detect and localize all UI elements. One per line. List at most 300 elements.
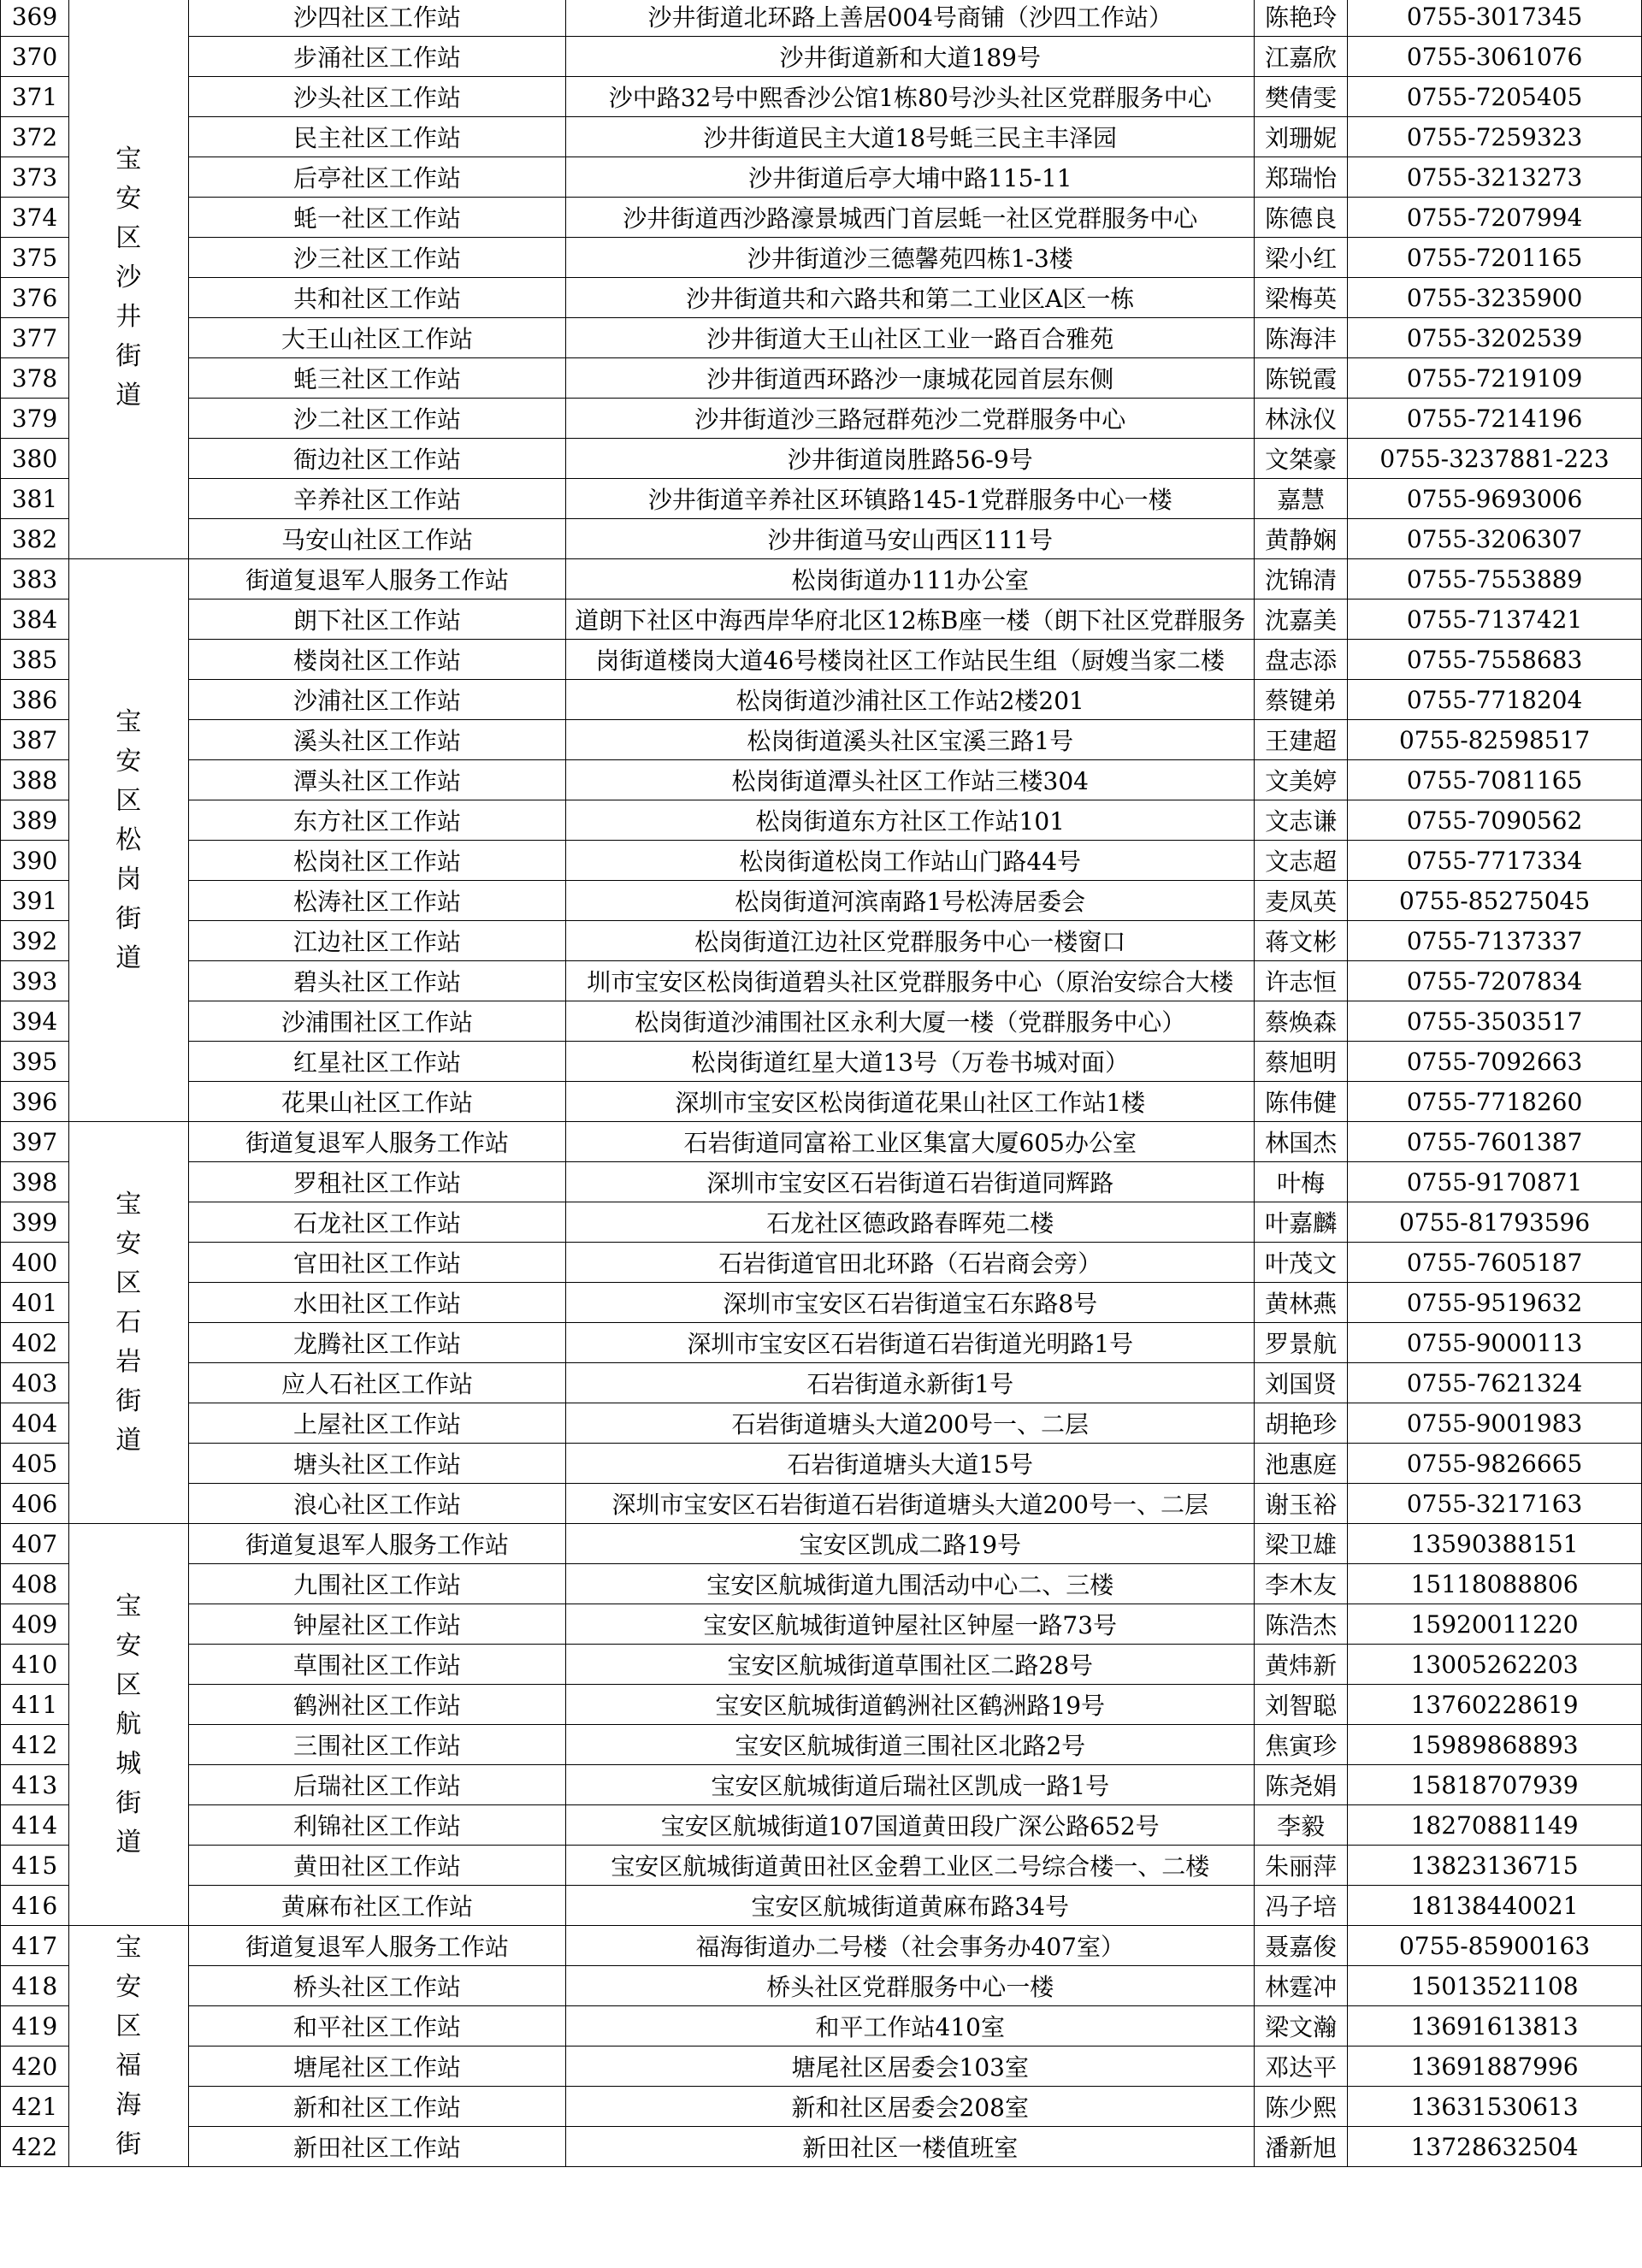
table-row <box>1 1524 1642 1564</box>
contact-person-cell: 陈艳玲 <box>1255 0 1348 37</box>
contact-person-cell: 聂嘉俊 <box>1255 1926 1348 1966</box>
table-row <box>1 318 1642 358</box>
row-number-cell: 388 <box>1 760 69 800</box>
phone-cell: 13005262203 <box>1348 1645 1642 1685</box>
contact-person-cell: 黄静娴 <box>1255 519 1348 559</box>
table-row <box>1 1604 1642 1645</box>
address-cell: 松岗街道河滨南路1号松涛居委会 <box>566 881 1255 921</box>
station-name-cell: 九围社区工作站 <box>188 1564 566 1604</box>
address-cell: 石岩街道官田北环路（石岩商会旁） <box>566 1243 1255 1283</box>
row-number-cell: 376 <box>1 278 69 318</box>
station-name-cell: 罗租社区工作站 <box>188 1162 566 1202</box>
phone-cell: 15118088806 <box>1348 1564 1642 1604</box>
row-number-cell: 400 <box>1 1243 69 1283</box>
contact-person-cell: 刘珊妮 <box>1255 117 1348 157</box>
address-cell: 宝安区航城街道三围社区北路2号 <box>566 1725 1255 1765</box>
address-cell: 桥头社区党群服务中心一楼 <box>566 1966 1255 2006</box>
row-number-cell: 394 <box>1 1001 69 1042</box>
table-row <box>1 1042 1642 1082</box>
row-number-cell: 378 <box>1 358 69 399</box>
phone-cell: 0755-7553889 <box>1348 559 1642 599</box>
row-number-cell: 383 <box>1 559 69 599</box>
table-row <box>1 599 1642 640</box>
row-number-cell: 398 <box>1 1162 69 1202</box>
station-name-cell: 利锦社区工作站 <box>188 1805 566 1846</box>
row-number-cell: 396 <box>1 1082 69 1122</box>
district-cell <box>68 1926 188 2167</box>
phone-cell: 0755-7092663 <box>1348 1042 1642 1082</box>
table-row <box>1 157 1642 198</box>
row-number-cell: 409 <box>1 1604 69 1645</box>
phone-cell: 0755-7718204 <box>1348 680 1642 720</box>
row-number-cell: 371 <box>1 77 69 117</box>
address-cell: 石龙社区德政路春晖苑二楼 <box>566 1202 1255 1243</box>
contact-person-cell: 许志恒 <box>1255 961 1348 1001</box>
phone-cell: 0755-7621324 <box>1348 1363 1642 1403</box>
address-cell: 宝安区航城街道鹤洲社区鹤洲路19号 <box>566 1685 1255 1725</box>
table-row <box>1 198 1642 238</box>
address-cell: 松岗街道沙浦社区工作站2楼201 <box>566 680 1255 720</box>
contact-person-cell: 梁梅英 <box>1255 278 1348 318</box>
phone-cell: 0755-9000113 <box>1348 1323 1642 1363</box>
row-number-cell: 369 <box>1 0 69 37</box>
station-name-cell: 楼岗社区工作站 <box>188 640 566 680</box>
address-cell: 和平工作站410室 <box>566 2006 1255 2047</box>
table-row <box>1 1765 1642 1805</box>
table-row <box>1 479 1642 519</box>
station-name-cell: 沙三社区工作站 <box>188 238 566 278</box>
row-number-cell: 380 <box>1 439 69 479</box>
table-row <box>1 1645 1642 1685</box>
row-number-cell: 408 <box>1 1564 69 1604</box>
station-name-cell: 蚝一社区工作站 <box>188 198 566 238</box>
row-number-cell: 401 <box>1 1283 69 1323</box>
table-row <box>1 399 1642 439</box>
address-cell: 深圳市宝安区石岩街道石岩街道同辉路 <box>566 1162 1255 1202</box>
phone-cell: 13590388151 <box>1348 1524 1642 1564</box>
station-name-cell: 江边社区工作站 <box>188 921 566 961</box>
contact-person-cell: 陈浩杰 <box>1255 1604 1348 1645</box>
table-row <box>1 238 1642 278</box>
district-cell <box>68 559 188 1122</box>
table-row <box>1 1323 1642 1363</box>
phone-cell: 0755-7081165 <box>1348 760 1642 800</box>
address-cell: 石岩街道永新街1号 <box>566 1363 1255 1403</box>
table-row <box>1 1805 1642 1846</box>
station-name-cell: 步涌社区工作站 <box>188 37 566 77</box>
table-body <box>1 0 1642 2167</box>
station-name-cell: 松岗社区工作站 <box>188 841 566 881</box>
address-cell: 宝安区航城街道钟屋社区钟屋一路73号 <box>566 1604 1255 1645</box>
table-row <box>1 1403 1642 1444</box>
station-name-cell: 街道复退军人服务工作站 <box>188 559 566 599</box>
district-label: 宝安区福海街 <box>115 1932 142 2159</box>
phone-cell: 0755-7205405 <box>1348 77 1642 117</box>
contact-person-cell: 刘智聪 <box>1255 1685 1348 1725</box>
phone-cell: 0755-3217163 <box>1348 1484 1642 1524</box>
phone-cell: 0755-7558683 <box>1348 640 1642 680</box>
contact-person-cell: 林国杰 <box>1255 1122 1348 1162</box>
contact-person-cell: 沈锦清 <box>1255 559 1348 599</box>
address-cell: 沙井街道共和六路共和第二工业区A区一栋 <box>566 278 1255 318</box>
phone-cell: 0755-9170871 <box>1348 1162 1642 1202</box>
row-number-cell: 377 <box>1 318 69 358</box>
address-cell: 沙井街道沙三德馨苑四栋1-3楼 <box>566 238 1255 278</box>
address-cell: 岗街道楼岗大道46号楼岗社区工作站民生组（厨嫂当家二楼 <box>566 640 1255 680</box>
row-number-cell: 385 <box>1 640 69 680</box>
table-row <box>1 1846 1642 1886</box>
address-cell: 沙井街道民主大道18号蚝三民主丰泽园 <box>566 117 1255 157</box>
station-name-cell: 街道复退军人服务工作站 <box>188 1122 566 1162</box>
address-cell: 石岩街道同富裕工业区集富大厦605办公室 <box>566 1122 1255 1162</box>
station-name-cell: 大王山社区工作站 <box>188 318 566 358</box>
phone-cell: 0755-3235900 <box>1348 278 1642 318</box>
table-row <box>1 1202 1642 1243</box>
phone-cell: 0755-7207994 <box>1348 198 1642 238</box>
table-row <box>1 1363 1642 1403</box>
table-row <box>1 1685 1642 1725</box>
row-number-cell: 418 <box>1 1966 69 2006</box>
table-row <box>1 519 1642 559</box>
row-number-cell: 421 <box>1 2087 69 2127</box>
contact-person-cell: 郑瑞怡 <box>1255 157 1348 198</box>
district-cell <box>68 1122 188 1524</box>
contact-person-cell: 林泳仪 <box>1255 399 1348 439</box>
station-name-cell: 沙头社区工作站 <box>188 77 566 117</box>
station-name-cell: 衙边社区工作站 <box>188 439 566 479</box>
address-cell: 深圳市宝安区石岩街道石岩街道塘头大道200号一、二层 <box>566 1484 1255 1524</box>
table-row <box>1 1966 1642 2006</box>
address-cell: 沙井街道马安山西区111号 <box>566 519 1255 559</box>
station-name-cell: 碧头社区工作站 <box>188 961 566 1001</box>
address-cell: 石岩街道塘头大道200号一、二层 <box>566 1403 1255 1444</box>
station-name-cell: 朗下社区工作站 <box>188 599 566 640</box>
table-row <box>1 1283 1642 1323</box>
contact-person-cell: 文美婷 <box>1255 760 1348 800</box>
station-name-cell: 和平社区工作站 <box>188 2006 566 2047</box>
row-number-cell: 405 <box>1 1444 69 1484</box>
phone-cell: 15013521108 <box>1348 1966 1642 2006</box>
row-number-cell: 391 <box>1 881 69 921</box>
row-number-cell: 415 <box>1 1846 69 1886</box>
row-number-cell: 375 <box>1 238 69 278</box>
contact-person-cell: 林霆冲 <box>1255 1966 1348 2006</box>
row-number-cell: 399 <box>1 1202 69 1243</box>
phone-cell: 0755-9519632 <box>1348 1283 1642 1323</box>
station-name-cell: 潭头社区工作站 <box>188 760 566 800</box>
row-number-cell: 417 <box>1 1926 69 1966</box>
contact-person-cell: 沈嘉美 <box>1255 599 1348 640</box>
table-row <box>1 1122 1642 1162</box>
phone-cell: 0755-82598517 <box>1348 720 1642 760</box>
station-name-cell: 新和社区工作站 <box>188 2087 566 2127</box>
address-cell: 沙井街道大王山社区工业一路百合雅苑 <box>566 318 1255 358</box>
address-cell: 宝安区航城街道草围社区二路28号 <box>566 1645 1255 1685</box>
contact-person-cell: 蔡键弟 <box>1255 680 1348 720</box>
address-cell: 沙井街道西环路沙一康城花园首层东侧 <box>566 358 1255 399</box>
district-label: 宝安区石岩街道 <box>115 1189 142 1456</box>
row-number-cell: 406 <box>1 1484 69 1524</box>
station-name-cell: 马安山社区工作站 <box>188 519 566 559</box>
row-number-cell: 381 <box>1 479 69 519</box>
table-row <box>1 559 1642 599</box>
address-cell: 沙中路32号中熙香沙公馆1栋80号沙头社区党群服务中心 <box>566 77 1255 117</box>
station-name-cell: 新田社区工作站 <box>188 2127 566 2167</box>
contact-person-cell: 黄林燕 <box>1255 1283 1348 1323</box>
contact-person-cell: 陈锐霞 <box>1255 358 1348 399</box>
station-name-cell: 水田社区工作站 <box>188 1283 566 1323</box>
row-number-cell: 404 <box>1 1403 69 1444</box>
table-row <box>1 2006 1642 2047</box>
contact-person-cell: 冯子培 <box>1255 1886 1348 1926</box>
station-name-cell: 鹤洲社区工作站 <box>188 1685 566 1725</box>
station-name-cell: 后瑞社区工作站 <box>188 1765 566 1805</box>
row-number-cell: 407 <box>1 1524 69 1564</box>
district-cell <box>68 0 188 559</box>
contact-person-cell: 叶嘉麟 <box>1255 1202 1348 1243</box>
phone-cell: 0755-7137421 <box>1348 599 1642 640</box>
address-cell: 沙井街道岗胜路56-9号 <box>566 439 1255 479</box>
address-cell: 新田社区一楼值班室 <box>566 2127 1255 2167</box>
phone-cell: 13823136715 <box>1348 1846 1642 1886</box>
address-cell: 沙井街道辛养社区环镇路145-1党群服务中心一楼 <box>566 479 1255 519</box>
phone-cell: 15989868893 <box>1348 1725 1642 1765</box>
address-cell: 福海街道办二号楼（社会事务办407室） <box>566 1926 1255 1966</box>
station-name-cell: 上屋社区工作站 <box>188 1403 566 1444</box>
row-number-cell: 386 <box>1 680 69 720</box>
contact-person-cell: 蔡旭明 <box>1255 1042 1348 1082</box>
contact-person-cell: 陈尧娟 <box>1255 1765 1348 1805</box>
row-number-cell: 373 <box>1 157 69 198</box>
station-name-cell: 沙二社区工作站 <box>188 399 566 439</box>
phone-cell: 0755-3503517 <box>1348 1001 1642 1042</box>
table-row <box>1 77 1642 117</box>
contact-person-cell: 潘新旭 <box>1255 2127 1348 2167</box>
address-cell: 松岗街道东方社区工作站101 <box>566 800 1255 841</box>
address-cell: 宝安区航城街道九围活动中心二、三楼 <box>566 1564 1255 1604</box>
row-number-cell: 413 <box>1 1765 69 1805</box>
phone-cell: 0755-3202539 <box>1348 318 1642 358</box>
station-name-cell: 石龙社区工作站 <box>188 1202 566 1243</box>
row-number-cell: 403 <box>1 1363 69 1403</box>
row-number-cell: 384 <box>1 599 69 640</box>
table-row <box>1 881 1642 921</box>
table-row <box>1 117 1642 157</box>
table-row <box>1 1243 1642 1283</box>
contact-person-cell: 嘉慧 <box>1255 479 1348 519</box>
phone-cell: 13631530613 <box>1348 2087 1642 2127</box>
table-row <box>1 278 1642 318</box>
address-cell: 松岗街道红星大道13号（万卷书城对面） <box>566 1042 1255 1082</box>
district-label: 宝安区松岗街道 <box>115 706 142 973</box>
table-row <box>1 680 1642 720</box>
table-row <box>1 640 1642 680</box>
row-number-cell: 395 <box>1 1042 69 1082</box>
station-name-cell: 辛养社区工作站 <box>188 479 566 519</box>
row-number-cell: 411 <box>1 1685 69 1725</box>
phone-cell: 0755-7214196 <box>1348 399 1642 439</box>
contact-person-cell: 梁卫雄 <box>1255 1524 1348 1564</box>
phone-cell: 18270881149 <box>1348 1805 1642 1846</box>
contact-person-cell: 李木友 <box>1255 1564 1348 1604</box>
contact-person-cell: 朱丽萍 <box>1255 1846 1348 1886</box>
phone-cell: 13691887996 <box>1348 2047 1642 2087</box>
table-row <box>1 760 1642 800</box>
station-name-cell: 沙四社区工作站 <box>188 0 566 37</box>
phone-cell: 13728632504 <box>1348 2127 1642 2167</box>
station-name-cell: 浪心社区工作站 <box>188 1484 566 1524</box>
phone-cell: 0755-3237881-223 <box>1348 439 1642 479</box>
contact-person-cell: 陈海沣 <box>1255 318 1348 358</box>
station-name-cell: 龙腾社区工作站 <box>188 1323 566 1363</box>
table-row <box>1 358 1642 399</box>
table-row <box>1 1162 1642 1202</box>
row-number-cell: 410 <box>1 1645 69 1685</box>
row-number-cell: 393 <box>1 961 69 1001</box>
station-name-cell: 桥头社区工作站 <box>188 1966 566 2006</box>
phone-cell: 0755-7207834 <box>1348 961 1642 1001</box>
district-label: 宝安区航城街道 <box>115 1591 142 1858</box>
table-row <box>1 1001 1642 1042</box>
phone-cell: 0755-9693006 <box>1348 479 1642 519</box>
contact-person-cell: 梁文瀚 <box>1255 2006 1348 2047</box>
address-cell: 道朗下社区中海西岸华府北区12栋B座一楼（朗下社区党群服务 <box>566 599 1255 640</box>
contact-person-cell: 邓达平 <box>1255 2047 1348 2087</box>
contact-person-cell: 胡艳珍 <box>1255 1403 1348 1444</box>
district-cell <box>68 1524 188 1926</box>
station-name-cell: 东方社区工作站 <box>188 800 566 841</box>
station-name-cell: 官田社区工作站 <box>188 1243 566 1283</box>
address-cell: 宝安区凯成二路19号 <box>566 1524 1255 1564</box>
station-name-cell: 后亭社区工作站 <box>188 157 566 198</box>
station-name-cell: 松涛社区工作站 <box>188 881 566 921</box>
station-name-cell: 黄田社区工作站 <box>188 1846 566 1886</box>
station-name-cell: 三围社区工作站 <box>188 1725 566 1765</box>
contact-person-cell: 蔡焕森 <box>1255 1001 1348 1042</box>
table-row <box>1 1444 1642 1484</box>
contact-person-cell: 李毅 <box>1255 1805 1348 1846</box>
table-row <box>1 439 1642 479</box>
address-cell: 新和社区居委会208室 <box>566 2087 1255 2127</box>
row-number-cell: 412 <box>1 1725 69 1765</box>
table-row <box>1 921 1642 961</box>
row-number-cell: 372 <box>1 117 69 157</box>
table-row <box>1 1886 1642 1926</box>
contact-person-cell: 麦凤英 <box>1255 881 1348 921</box>
table-row <box>1 841 1642 881</box>
station-name-cell: 花果山社区工作站 <box>188 1082 566 1122</box>
row-number-cell: 382 <box>1 519 69 559</box>
table-row <box>1 1484 1642 1524</box>
address-cell: 松岗街道沙浦围社区永利大厦一楼（党群服务中心） <box>566 1001 1255 1042</box>
table-row <box>1 961 1642 1001</box>
contact-person-cell: 梁小红 <box>1255 238 1348 278</box>
address-cell: 松岗街道潭头社区工作站三楼304 <box>566 760 1255 800</box>
table-row <box>1 0 1642 37</box>
phone-cell: 0755-81793596 <box>1348 1202 1642 1243</box>
phone-cell: 0755-85900163 <box>1348 1926 1642 1966</box>
address-cell: 圳市宝安区松岗街道碧头社区党群服务中心（原治安综合大楼 <box>566 961 1255 1001</box>
row-number-cell: 414 <box>1 1805 69 1846</box>
table-row <box>1 1564 1642 1604</box>
station-name-cell: 蚝三社区工作站 <box>188 358 566 399</box>
phone-cell: 0755-9001983 <box>1348 1403 1642 1444</box>
phone-cell: 0755-9826665 <box>1348 1444 1642 1484</box>
contact-person-cell: 文志谦 <box>1255 800 1348 841</box>
address-cell: 深圳市宝安区石岩街道石岩街道光明路1号 <box>566 1323 1255 1363</box>
contact-person-cell: 刘国贤 <box>1255 1363 1348 1403</box>
address-cell: 宝安区航城街道后瑞社区凯成一路1号 <box>566 1765 1255 1805</box>
row-number-cell: 387 <box>1 720 69 760</box>
phone-cell: 18138440021 <box>1348 1886 1642 1926</box>
row-number-cell: 402 <box>1 1323 69 1363</box>
table-row <box>1 1725 1642 1765</box>
table-row <box>1 1082 1642 1122</box>
phone-cell: 15818707939 <box>1348 1765 1642 1805</box>
contact-person-cell: 陈德良 <box>1255 198 1348 238</box>
address-cell: 松岗街道松岗工作站山门路44号 <box>566 841 1255 881</box>
phone-cell: 0755-7137337 <box>1348 921 1642 961</box>
district-label: 宝安区沙井街道 <box>115 144 142 410</box>
station-name-cell: 溪头社区工作站 <box>188 720 566 760</box>
row-number-cell: 370 <box>1 37 69 77</box>
contact-person-cell: 蒋文彬 <box>1255 921 1348 961</box>
phone-cell: 0755-3061076 <box>1348 37 1642 77</box>
phone-cell: 0755-7718260 <box>1348 1082 1642 1122</box>
station-name-cell: 草围社区工作站 <box>188 1645 566 1685</box>
station-name-cell: 应人石社区工作站 <box>188 1363 566 1403</box>
row-number-cell: 379 <box>1 399 69 439</box>
address-cell: 深圳市宝安区石岩街道宝石东路8号 <box>566 1283 1255 1323</box>
station-name-cell: 黄麻布社区工作站 <box>188 1886 566 1926</box>
row-number-cell: 422 <box>1 2127 69 2167</box>
station-name-cell: 共和社区工作站 <box>188 278 566 318</box>
phone-cell: 0755-3206307 <box>1348 519 1642 559</box>
phone-cell: 0755-7201165 <box>1348 238 1642 278</box>
contact-person-cell: 盘志添 <box>1255 640 1348 680</box>
phone-cell: 0755-7090562 <box>1348 800 1642 841</box>
address-cell: 深圳市宝安区松岗街道花果山社区工作站1楼 <box>566 1082 1255 1122</box>
contact-person-cell: 江嘉欣 <box>1255 37 1348 77</box>
address-cell: 沙井街道后亭大埔中路115-11 <box>566 157 1255 198</box>
contact-person-cell: 陈少熙 <box>1255 2087 1348 2127</box>
address-cell: 沙井街道北环路上善居004号商铺（沙四工作站） <box>566 0 1255 37</box>
row-number-cell: 397 <box>1 1122 69 1162</box>
phone-cell: 0755-3017345 <box>1348 0 1642 37</box>
row-number-cell: 389 <box>1 800 69 841</box>
table-row <box>1 2047 1642 2087</box>
row-number-cell: 390 <box>1 841 69 881</box>
phone-cell: 0755-7219109 <box>1348 358 1642 399</box>
station-name-cell: 塘尾社区工作站 <box>188 2047 566 2087</box>
contact-person-cell: 罗景航 <box>1255 1323 1348 1363</box>
phone-cell: 0755-7259323 <box>1348 117 1642 157</box>
contact-person-cell: 陈伟健 <box>1255 1082 1348 1122</box>
contact-person-cell: 池惠庭 <box>1255 1444 1348 1484</box>
row-number-cell: 416 <box>1 1886 69 1926</box>
station-name-cell: 塘头社区工作站 <box>188 1444 566 1484</box>
contact-person-cell: 文志超 <box>1255 841 1348 881</box>
address-cell: 松岗街道办111办公室 <box>566 559 1255 599</box>
address-cell: 宝安区航城街道黄田社区金碧工业区二号综合楼一、二楼 <box>566 1846 1255 1886</box>
table-row <box>1 1926 1642 1966</box>
table-row <box>1 800 1642 841</box>
contact-person-cell: 王建超 <box>1255 720 1348 760</box>
address-cell: 沙井街道新和大道189号 <box>566 37 1255 77</box>
row-number-cell: 420 <box>1 2047 69 2087</box>
row-number-cell: 392 <box>1 921 69 961</box>
contact-person-cell: 焦寅珍 <box>1255 1725 1348 1765</box>
